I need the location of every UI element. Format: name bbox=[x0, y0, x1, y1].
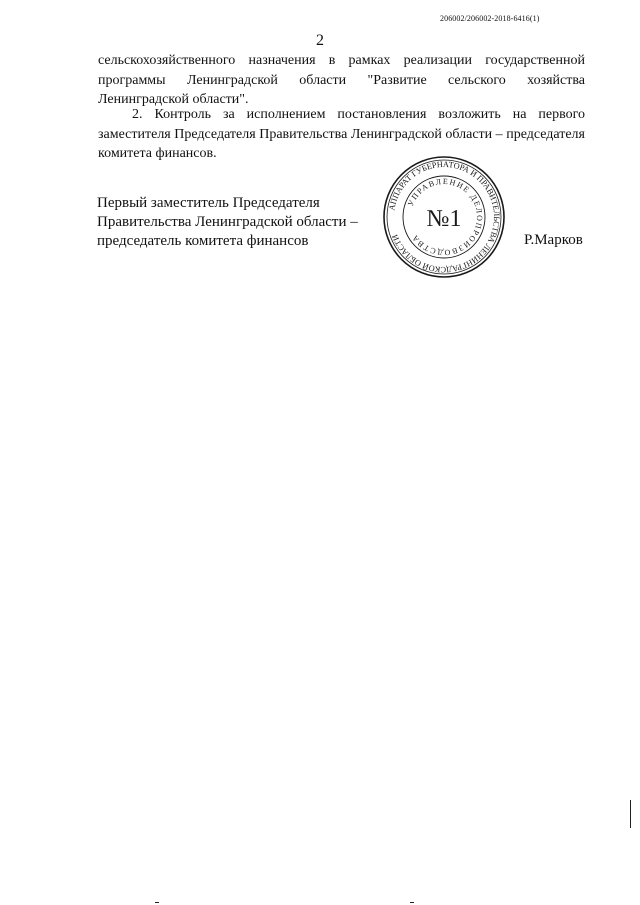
signature-title-line: Правительства Ленинградской области – bbox=[97, 214, 358, 230]
scan-edge-mark bbox=[155, 902, 159, 903]
document-id: 206002/206002-2018-6416(1) bbox=[440, 14, 540, 23]
scan-edge-mark bbox=[630, 800, 631, 828]
seal-inner-text: УПРАВЛЕНИЕ ДЕЛОПРОИЗВОДСТВА bbox=[406, 176, 485, 258]
signature-title bbox=[97, 194, 397, 251]
scan-edge-mark bbox=[410, 902, 414, 903]
paragraph-continuation: сельскохозяйственного назначения в рамках реализации государственной программы Ленинградской области "Развитие сельского хозяйства Ленинградской области". bbox=[98, 53, 585, 107]
signature-title-line: Первый заместитель Председателя bbox=[97, 195, 320, 211]
seal-number: №1 bbox=[426, 206, 462, 232]
paragraph-control: 2. Контроль за исполнением постановления возложить на первого заместителя Председателя Правительства Ленинградской области – председателя комитета финансов. bbox=[98, 107, 585, 161]
signature-title-line: председатель комитета финансов bbox=[97, 233, 309, 249]
page-number: 2 bbox=[316, 32, 324, 49]
signature-name: Р.Марков bbox=[524, 232, 583, 248]
official-seal-stamp bbox=[380, 153, 508, 281]
seal-outer-text: АППАРАТ ГУБЕРНАТОРА И ПРАВИТЕЛЬСТВА ЛЕНИНГРАДСКОЙ ОБЛАСТИ bbox=[387, 159, 502, 275]
